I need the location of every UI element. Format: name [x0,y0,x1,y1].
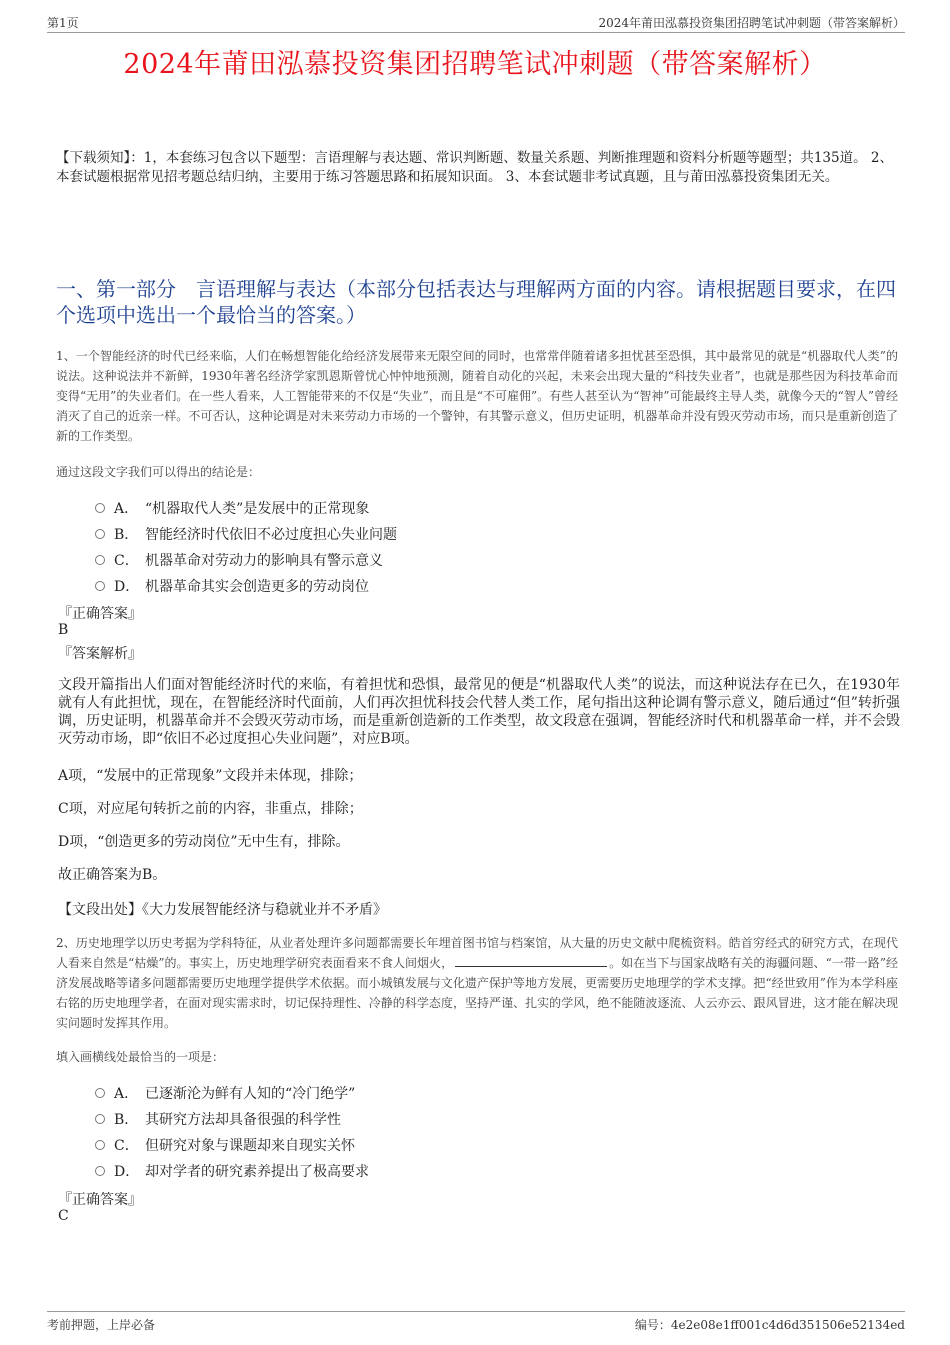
option-text: 机器革命对劳动力的影响具有警示意义 [145,553,383,569]
radio-icon[interactable] [95,581,105,591]
q1-analysis: 文段开篇指出人们面对智能经济时代的来临，有着担忧和恐惧，最常见的便是“机器取代人类”的说法，而这种说法存在已久，在1930年就有人有此担忧，现在，在智能经济时代面前，人们再次担忧科技会代替人类工作，尾句指出这种论调有警示意义，随后通过“但”转折强调，历史证明，机器革命并不会毁灭劳动市场，而是重新创造新的工作类型，故文段意在强调，智能经济时代和机器革命一样，并不会毁灭劳动市场，即“依旧不必过度担心失业问题”，对应B项。 [58,677,900,747]
radio-icon[interactable] [95,529,105,539]
q1-analysis-line-d: D项，“创造更多的劳动岗位”无中生有，排除。 [58,834,350,850]
option-text: “机器取代人类”是发展中的正常现象 [145,501,370,517]
option-text: 却对学者的研究素养提出了极高要求 [145,1164,369,1180]
document-title: 2024年莆田泓慕投资集团招聘笔试冲刺题（带答案解析） [123,49,827,80]
q1-conclusion: 故正确答案为B。 [58,867,167,883]
page-header [47,12,905,33]
q1-analysis-line-a: A项，“发展中的正常现象”文段并未体现，排除； [58,768,363,784]
download-notice: 【下载须知】：1，本套练习包含以下题型：言语理解与表达题、常识判断题、数量关系题、判断推理题和资料分析题等题型；共135道。 2、本套试题根据常见招考题总结归纳，主要用于练习答题思路和拓展知识面。 3、本套试题非考试真题，且与莆田泓慕投资集团无关。 [56,150,893,185]
radio-icon[interactable] [95,1140,105,1150]
fill-blank [455,954,607,967]
radio-icon[interactable] [95,1166,105,1176]
page-footer [47,1311,905,1337]
q2-text-before: 2、历史地理学以历史考据为学科特征，从业者处理许多问题都需要长年埋首图书馆与档案馆，从大量的历史文献中爬梳资料。皓首穷经式的研究方式，在现代人看来自然是“枯燥”的。事实上，历史地理学研究表面看来不食人间烟火， [56,936,898,970]
q1-analysis-label: 『答案解析』 [58,646,142,662]
section-heading: 一、第一部分 言语理解与表达（本部分包括表达与理解两方面的内容。请根据题目要求，在四个选项中选出一个最恰当的答案。） [56,277,896,327]
option-letter: A． [114,501,139,517]
question-1-text: 1、一个智能经济的时代已经来临，人们在畅想智能化给经济发展带来无限空间的同时，也常常伴随着诸多担忧甚至恐惧，其中最常见的就是“机器取代人类”的说法。这种说法并不新鲜，1930年著名经济学家凯恩斯曾忧心忡忡地预测，随着自动化的兴起，未来会出现大量的“科技失业者”，也就是那些因为科技革命而变得“无用”的失业者们。在一些人看来，人工智能带来的不仅是“失业”，而且是“不可雇佣”。有些人甚至认为“智神”可能最终主导人类，就像今天的“智人”曾经消灭了自己的近亲一样。不可否认，这种论调是对未来劳动力市场的一个警钟，有其警示意义，但历史证明，机器革命并没有毁灭劳动市场，而只是重新创造了新的工作类型。 [56,349,898,443]
q1-answer: B [58,622,69,638]
q1-analysis-line-c: C项，对应尾句转折之前的内容，非重点，排除； [58,801,363,817]
option-text: 但研究对象与课题却来自现实关怀 [145,1138,355,1154]
question-2-text [56,933,898,1033]
question-2-prompt: 填入画横线处最恰当的一项是： [56,1050,225,1064]
option-text: 智能经济时代依旧不必过度担心失业问题 [145,527,397,543]
option-letter: B． [114,527,139,543]
radio-icon[interactable] [95,503,105,513]
option-text: 机器革命其实会创造更多的劳动岗位 [145,579,369,595]
header-doc-name: 2024年莆田泓慕投资集团招聘笔试冲刺题（带答案解析） [598,16,905,30]
q1-answer-label: 『正确答案』 [58,606,142,622]
option-letter: D． [114,579,140,595]
option-letter: C． [114,1138,139,1154]
q2-answer: C [58,1208,69,1224]
footer-slogan: 考前押题，上岸必备 [47,1318,156,1332]
option-letter: C． [114,553,139,569]
radio-icon[interactable] [95,1088,105,1098]
option-letter: B． [114,1112,139,1128]
radio-icon[interactable] [95,1114,105,1124]
q2-answer-label: 『正确答案』 [58,1192,142,1208]
question-1-prompt: 通过这段文字我们可以得出的结论是： [56,465,261,479]
option-text: 已逐渐沦为鲜有人知的“冷门绝学” [145,1086,356,1102]
footer-code: 编号：4e2e08e1ff001c4d6d351506e52134ed [634,1318,905,1332]
page-number: 第1页 [47,16,79,30]
option-letter: D． [114,1164,140,1180]
radio-icon[interactable] [95,555,105,565]
q1-source: 【文段出处】《大力发展智能经济与稳就业并不矛盾》 [58,902,387,918]
option-letter: A． [114,1086,139,1102]
option-text: 其研究方法却具备很强的科学性 [145,1112,341,1128]
q2-text-after: 。如在当下与国家战略有关的海疆问题、“一带一路”经济发展战略等诸多问题都需要历史地理学提供学术依据。而小城镇发展与文化遗产保护等地方发展，更需要历史地理学的学术支撑。把“经世致用”作为本学科座右铭的历史地理学者，在面对现实需求时，切记保持理性、冷静的科学态度，坚持严谨、扎实的学风，绝不能随波逐流、人云亦云、跟风冒进，这才能在解决现实问题时发挥其作用。 [56,956,898,1030]
